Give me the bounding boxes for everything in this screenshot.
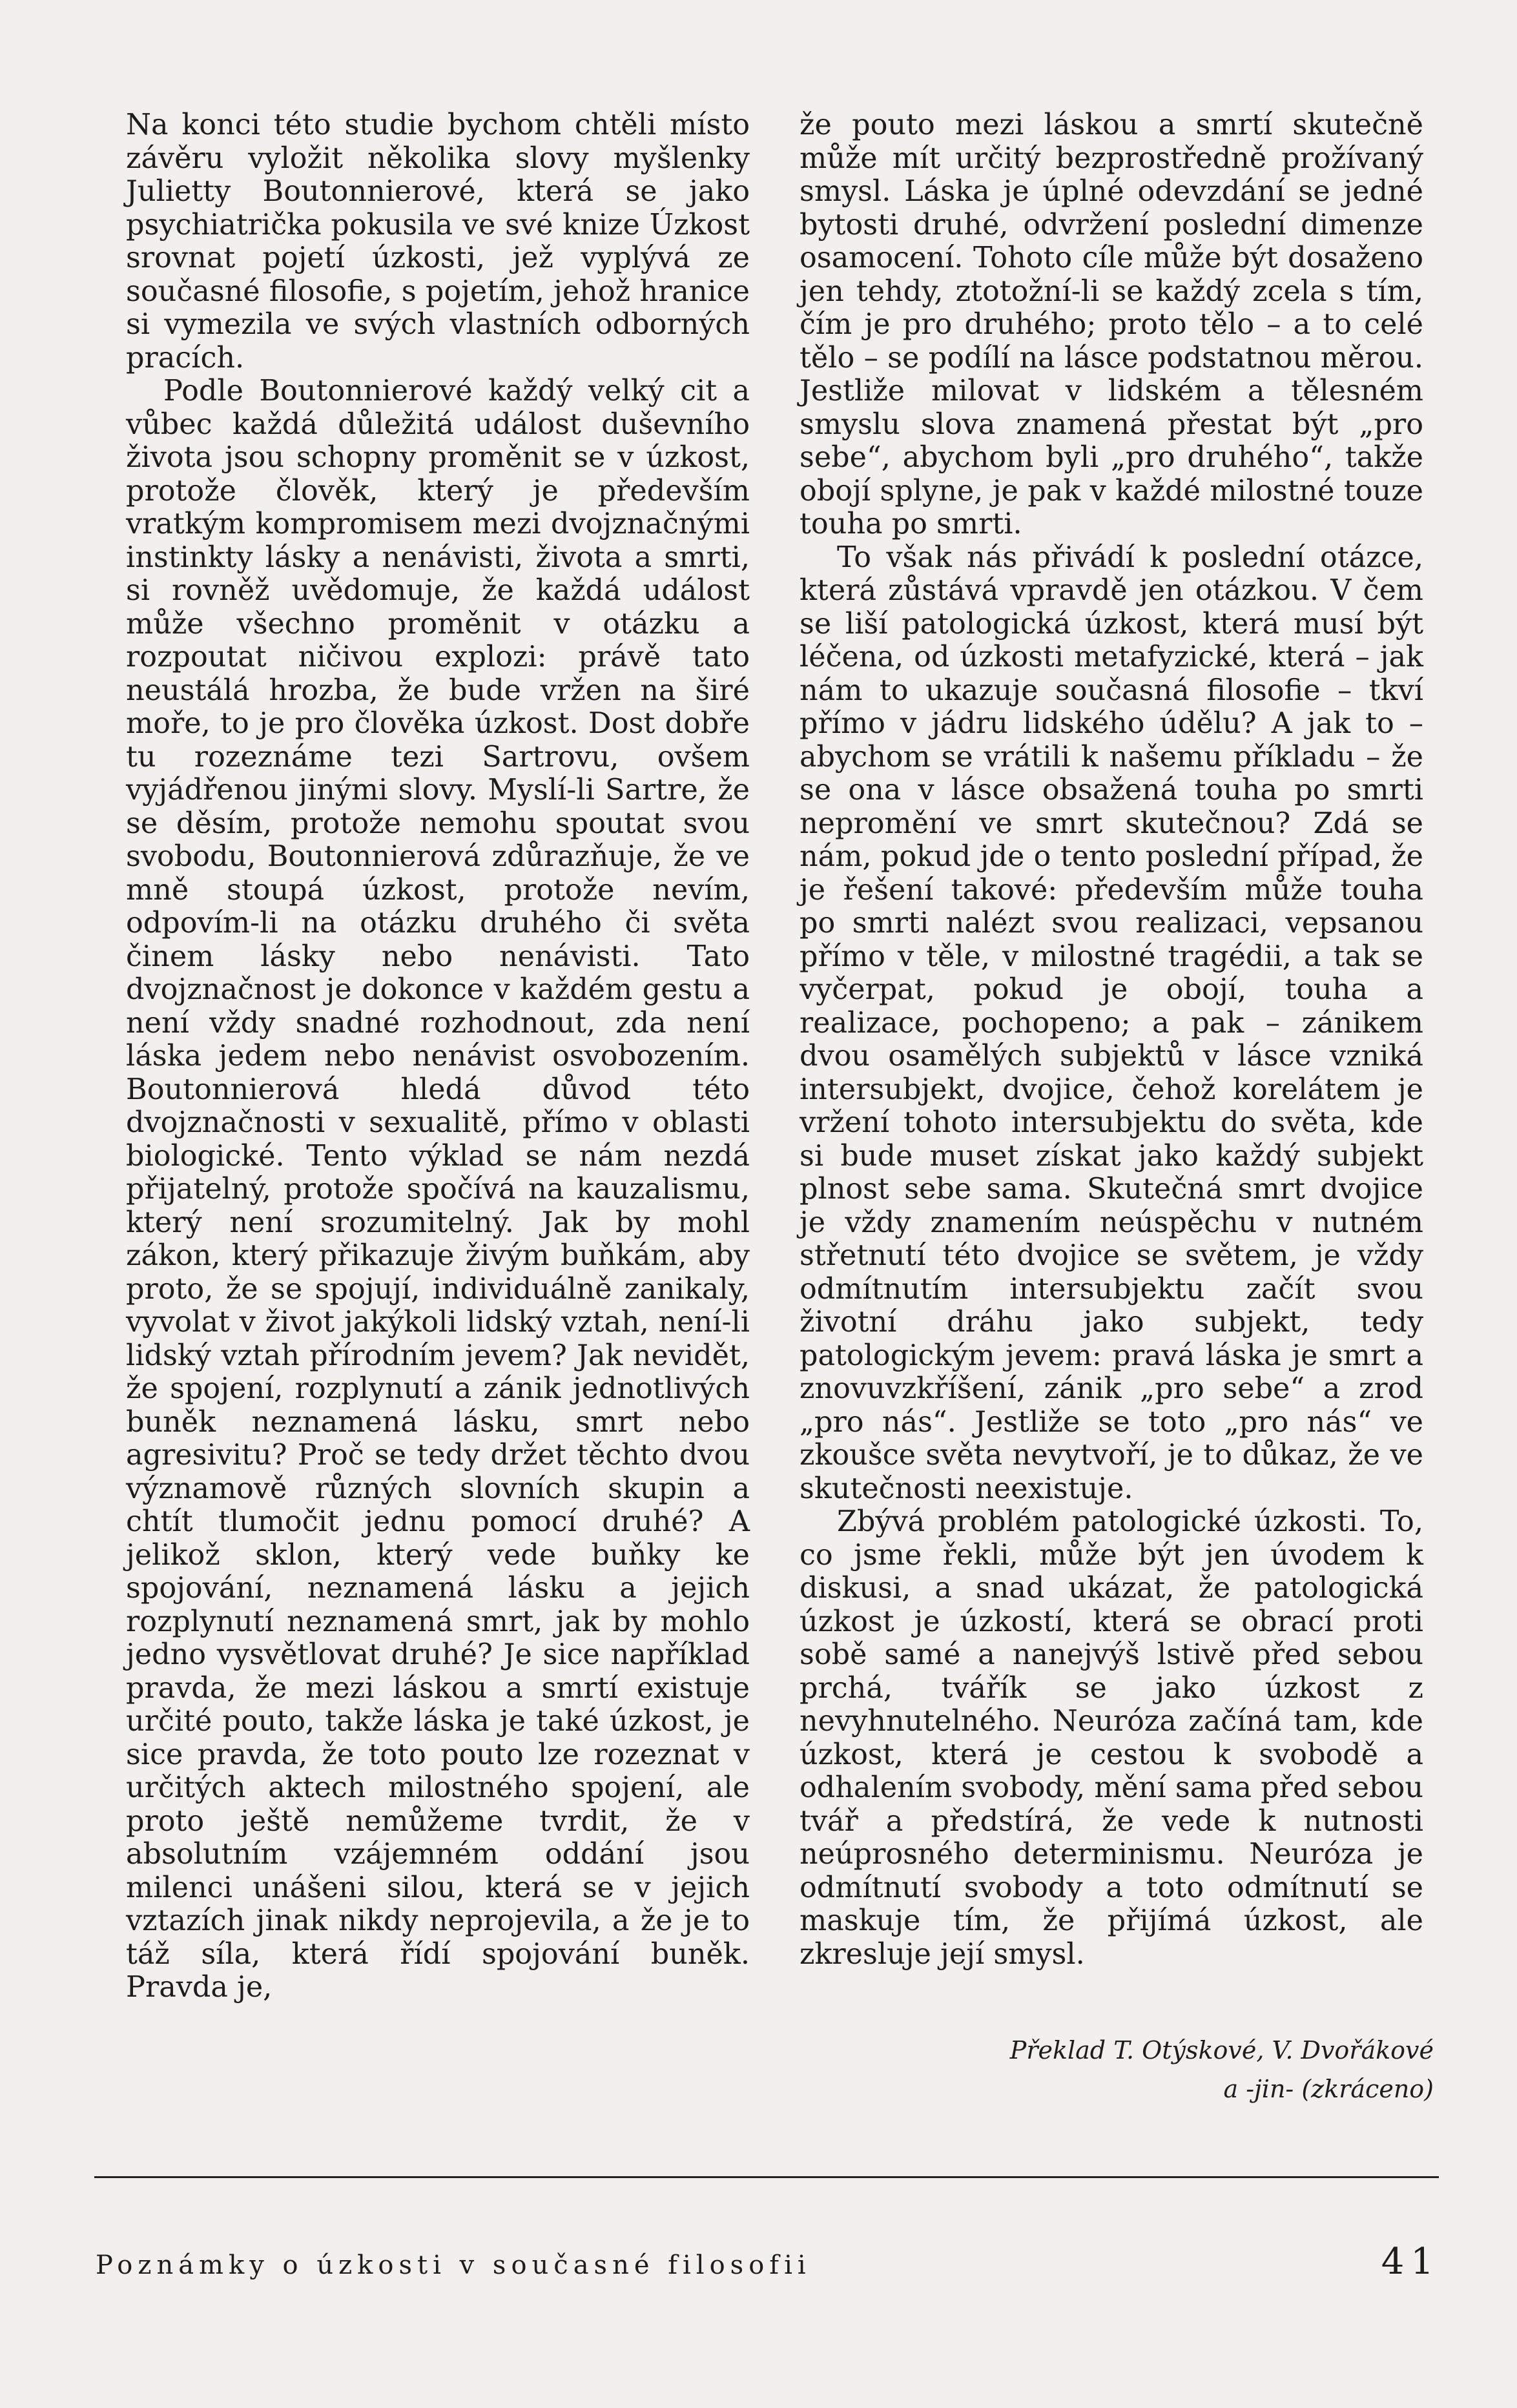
credit-line: a -jin- (zkráceno) (1223, 2075, 1434, 2103)
translation-credit (872, 2031, 1434, 2108)
paragraph: že pouto mezi láskou a smrtí skutečně může mít určitý bezprostředně prožívaný smysl. Láska je úplné odevzdání se jedné bytosti druhé, odvržení poslední dimenze osamocení. Tohoto cíle může být dosaženo jen tehdy, ztotožní-li se každý zcela s tím, čím je pro druhého; proto tělo – a to celé tělo – se podílí na lásce podstatnou měrou. Jestliže milovat v lidském a tělesném smyslu slova znamená přestat být „pro sebe“, abychom byli „pro druhého“, takže obojí splyne, je pak v každé milostné touze touha po smrti. (800, 108, 1423, 540)
left-column (126, 108, 750, 2004)
paragraph: Podle Boutonnierové každý velký cit a vůbec každá důležitá událost duševního života jsou schopny proměnit se v úzkost, protože člověk, který je především vratkým kompromisem mezi dvojznačnými instinkty lásky a nenávisti, života a smrti, si rovněž uvědomuje, že každá událost může všechno proměnit v otázku a rozpoutat ničivou explozi: právě tato neustálá hrozba, že bude vržen na širé moře, to je pro člověka úzkost. Dost dobře tu rozeznáme tezi Sartrovu, ovšem vyjádřenou jinými slovy. Myslí-li Sartre, že se děsím, protože nemohu spoutat svou svobodu, Boutonnierová zdůrazňuje, že ve mně stoupá úzkost, protože nevím, odpovím-li na otázku druhého či světa činem lásky nebo nenávisti. Tato dvojznačnost je dokonce v každém gestu a není vždy snadné rozhodnout, zda není láska jedem nebo nenávist osvobozením. Boutonnierová hledá důvod této dvojznačnosti v sexualitě, přímo v oblasti biologické. Tento výklad se nám nezdá přijatelný, protože spočívá na kauzalismu, který není srozumitelný. Jak by mohl zákon, který přikazuje živým buňkám, aby proto, že se spojují, individuálně zanikaly, vyvolat v život jakýkoli lidský vztah, není-li lidský vztah přírodním jevem? Jak nevidět, že spojení, rozplynutí a zánik jednotlivých buněk neznamená lásku, smrt nebo agresivitu? Proč se tedy držet těchto dvou významově různých slovních skupin a chtít tlumočit jednu pomocí druhé? A jelikož sklon, který vede buňky ke spojování, neznamená lásku a jejich rozplynutí neznamená smrt, jak by mohlo jedno vysvětlovat druhé? Je sice například pravda, že mezi láskou a smrtí existuje určité pouto, takže láska je také úzkost, je sice pravda, že toto pouto lze rozeznat v určitých aktech milostného spojení, ale proto ještě nemůžeme tvrdit, že v absolutním vzájemném oddání jsou milenci unášeni silou, která se v jejich vztazích jinak nikdy neprojevila, a že je to táž síla, která řídí spojování buněk. Pravda je, (126, 375, 750, 2004)
running-title: Poznámky o úzkosti v současné filosofii (96, 2250, 811, 2280)
paragraph: Na konci této studie bychom chtěli místo závěru vyložit několika slovy myšlenky Julietty Boutonnierové, která se jako psychiatrička pokusila ve své knize Úzkost srovnat pojetí úzkosti, jež vyplývá ze současné filosofie, s pojetím, jehož hranice si vymezila ve svých vlastních odborných pracích. (126, 108, 750, 375)
right-column (800, 108, 1423, 1971)
footer-divider (94, 2176, 1439, 2178)
paragraph: Zbývá problém patologické úzkosti. To, co jsme řekli, může být jen úvodem k diskusi, a snad ukázat, že patologická úzkost je úzkostí, která se obrací proti sobě samé a nanejvýš lstivě před sebou prchá, tvářík se jako úzkost z nevyhnutelného. Neuróza začíná tam, kde úzkost, která je cestou k svobodě a odhalením svobody, mění sama před sebou tvář a předstírá, že vede k nutnosti neúprosného determinismu. Neuróza je odmítnutí svobody a toto odmítnutí se maskuje tím, že přijímá úzkost, ale zkresluje její smysl. (800, 1505, 1423, 1971)
credit-line: Překlad T. Otýskové, V. Dvořákové (1009, 2036, 1434, 2064)
paragraph: To však nás přivádí k poslední otázce, která zůstává vpravdě jen otázkou. V čem se liší patologická úzkost, která musí být léčena, od úzkosti metafyzické, která – jak nám to ukazuje současná filosofie – tkví přímo v jádru lidského údělu? A jak to – abychom se vrátili k našemu příkladu – že se ona v lásce obsažená touha po smrti nepromění ve smrt skutečnou? Zdá se nám, pokud jde o tento poslední případ, že je řešení takové: především může touha po smrti nalézt svou realizaci, vepsanou přímo v těle, v milostné tragédii, a tak se vyčerpat, pokud je obojí, touha a realizace, pochopeno; a pak – zánikem dvou osamělých subjektů v lásce vzniká intersubjekt, dvojice, čehož korelátem je vržení tohoto intersubjektu do světa, kde si bude muset získat jako každý subjekt plnost sebe sama. Skutečná smrt dvojice je vždy znamením neúspěchu v nutném střetnutí této dvojice se světem, je vždy odmítnutím intersubjektu začít svou životní dráhu jako subjekt, tedy patologickým jevem: pravá láska je smrt a znovuvzkříšení, zánik „pro sebe“ a zrod „pro nás“. Jestliže se toto „pro nás“ ve zkoušce světa nevytvoří, je to důkaz, že ve skutečnosti neexistuje. (800, 540, 1423, 1505)
page-number: 41 (1381, 2241, 1440, 2283)
